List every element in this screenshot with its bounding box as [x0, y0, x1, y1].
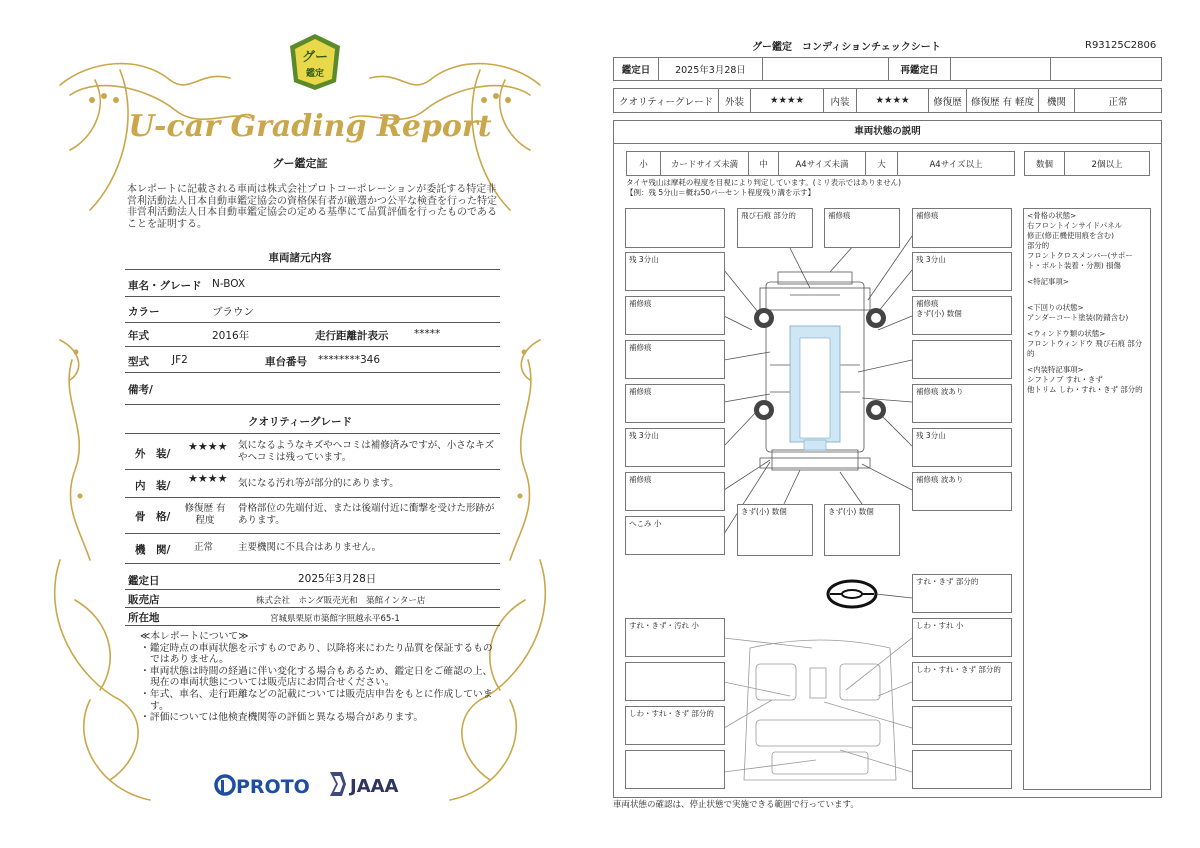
footer-note: 車両状態の確認は、停止状態で実施できる範囲で行っています。	[613, 800, 859, 810]
repair-value: 修復歴 有 軽度	[967, 89, 1039, 113]
condition-box-top-mid2: 補修痕	[824, 208, 900, 248]
divider	[125, 589, 500, 590]
interior-box-left-4	[625, 750, 725, 789]
interior-box-left-1: すれ・きず・汚れ 小	[625, 618, 725, 657]
condition-box-bottom-mid2: きず(小) 数個	[824, 504, 900, 556]
address-label: 所在地	[128, 612, 160, 624]
condition-box-top-left	[625, 208, 725, 248]
logo-text-top: グー	[301, 50, 329, 65]
jaaa-logo	[328, 768, 408, 800]
interior-box-right-1: すれ・きず 部分的	[912, 574, 1012, 613]
divider	[125, 296, 500, 297]
proto-logo	[214, 772, 324, 798]
condition-box-left-5: 残 3分山	[625, 428, 725, 467]
report-notes	[140, 631, 500, 724]
interior-box-left-2	[625, 662, 725, 701]
note-item: ・車両状態は時間の経過に伴い変化する場合もあるため、鑑定日をご確認の上、現在の車両状態については販売店にお問合せください。	[140, 665, 493, 689]
divider	[125, 433, 500, 434]
divider	[125, 372, 500, 373]
divider	[125, 533, 500, 534]
car-name-label: 車名・グレード	[128, 280, 202, 292]
interior-box-right-2: しわ・すれ 小	[912, 618, 1012, 657]
condition-box-left-7: へこみ 小	[625, 516, 725, 555]
condition-box-left-6: 補修痕	[625, 472, 725, 511]
certificate-title: グー鑑定証	[272, 157, 328, 170]
divider	[125, 563, 500, 564]
proto-logo-text: PROTO	[236, 776, 310, 798]
condition-box-bottom-mid1: きず(小) 数個	[737, 504, 813, 556]
side-note-line: <ウィンドウ類の状態>	[1027, 329, 1106, 338]
int-value: ★★★★	[857, 89, 929, 113]
side-note-line: <下回りの状態>	[1027, 303, 1084, 312]
interior-box-right-4	[912, 706, 1012, 745]
note-item: ・鑑定時点の車両状態を示すものであり、以降将来にわたり品質を保証するものではありません。	[140, 642, 493, 666]
divider	[125, 469, 500, 470]
note-item: ・評価については他検査機関等の評価と異なる場合があります。	[140, 712, 424, 724]
divider	[125, 625, 500, 626]
report-title	[128, 100, 492, 150]
tire-note-line: 【例：残 5分山＝概ね50パーセント程度残り溝を示す】	[626, 188, 816, 197]
legend-count-desc: 2個以上	[1065, 152, 1150, 176]
side-note-line: シフトノブ すれ・きず	[1027, 375, 1103, 384]
chassis-value: ********346	[318, 354, 381, 366]
tire-note-line: タイヤ残山は摩耗の程度を目視により判定しています。(ミリ表示ではありません)	[626, 178, 902, 187]
remarks-label: 備考/	[128, 384, 153, 396]
legend-small: 小	[627, 152, 661, 176]
legend-count: 数個	[1025, 152, 1065, 176]
side-note-line: <内装特記事項>	[1027, 365, 1084, 374]
jaaa-logo-text: JAAA	[350, 776, 399, 797]
legend-large-desc: A4サイズ以上	[898, 152, 1015, 176]
int-label: 内装	[824, 89, 857, 113]
condition-box-top-right: 補修痕	[912, 208, 1012, 248]
engine-desc: 主要機関に不具合はありません。	[238, 542, 382, 553]
divider	[125, 269, 500, 270]
side-note-line: アンダーコート塗装(防錆含む)	[1027, 313, 1129, 322]
divider	[125, 322, 500, 323]
side-note-line: <骨格の状態>	[1027, 211, 1077, 220]
engine-value: 正常	[194, 542, 214, 553]
legend-large: 大	[866, 152, 898, 176]
certificate-intro: 本レポートに記載される車両は株式会社プロトコーポレーションが委託する特定非営利活動法人日本自動車鑑定協会の資格保有者が厳選かつ公平な検査を行った特定非営利活動法人日本自動車鑑定協会の定める基準にて品質評価を行ったものであることを証明する。	[127, 184, 497, 230]
report-title-text: U-car Grading Report	[128, 109, 492, 144]
frame-desc: 骨格部位の先端付近、または後端付近に衝撃を受けた形跡があります。	[238, 503, 495, 526]
quality-section-title: クオリティーグレード	[248, 416, 352, 428]
condition-box-top-mid1: 飛び石痕 部分的	[737, 208, 813, 248]
spacer	[1027, 287, 1147, 303]
condition-box-right-5: 残 3分山	[912, 428, 1012, 467]
sheet-id: R93125C2806	[1085, 40, 1157, 51]
shop-value: 株式会社 ホンダ販売光和 築館インター店	[256, 596, 426, 606]
divider	[125, 607, 500, 608]
side-note-line: フロントクロスメンバー(サポート・ボルト装着・分割) 損傷	[1027, 251, 1133, 270]
spec-section-title: 車両諸元内容	[268, 252, 332, 264]
model-label: 型式	[128, 356, 149, 368]
engine-value: 正常	[1075, 89, 1162, 113]
condition-check-sheet	[600, 0, 1200, 848]
frame-value: 修復歴 有 程度	[184, 503, 226, 526]
steering-wheel-icon	[828, 581, 876, 607]
interior-box-left-3: しわ・すれ・きず 部分的	[625, 706, 725, 745]
interior-box-right-5	[912, 750, 1012, 789]
engine-label: 機 関/	[135, 544, 171, 556]
interior-diagram	[724, 638, 912, 780]
repair-label: 修復歴	[929, 89, 967, 113]
side-note-line: <特記事項>	[1027, 277, 1069, 286]
year-label: 年式	[128, 330, 149, 342]
exterior-stars: ★★★★	[188, 440, 228, 453]
interior-stars: ★★★★	[188, 472, 228, 485]
sheet-title: グー鑑定 コンディションチェックシート	[752, 42, 941, 53]
shop-label: 販売店	[128, 594, 160, 606]
address-value: 宮城県栗原市築館字照越永平65-1	[270, 614, 400, 624]
ext-value: ★★★★	[751, 89, 824, 113]
exterior-desc: 気になるようなキズやヘコミは補修済みですが、小さなキズやヘコミは残っています。	[238, 440, 495, 463]
interior-desc: 気になる汚れ等が部分的にあります。	[238, 478, 399, 489]
interior-label: 内 装/	[135, 480, 171, 492]
condition-box-left-1: 残 3分山	[625, 252, 725, 291]
condition-box-right-1: 残 3分山	[912, 252, 1012, 291]
special-notes-panel	[1023, 208, 1151, 790]
rear-glass	[804, 440, 826, 450]
inspection-date-label: 鑑定日	[128, 575, 160, 587]
condition-desc-title: 車両状態の説明	[613, 120, 1162, 144]
ext-label: 外装	[719, 89, 751, 113]
side-note-line: 部分的	[1027, 241, 1050, 250]
inspection-date-value: 2025年3月28日	[298, 573, 377, 585]
side-note-line: 他トリム しわ・すれ・きず 部分的	[1027, 385, 1143, 394]
side-note-line: 右フロントインサイドパネル	[1027, 221, 1123, 230]
notes-title: ≪本レポートについて≫	[140, 631, 249, 642]
condition-box-left-4: 補修痕	[625, 384, 725, 423]
note-item: ・年式、車名、走行距離などの記載については販売店申告をもとに作成しています。	[140, 688, 493, 712]
date-value: 2025年3月28日	[659, 58, 763, 81]
exterior-label: 外 装/	[135, 448, 171, 460]
date-label: 鑑定日	[614, 58, 659, 81]
condition-box-right-6: 補修痕 波あり	[912, 472, 1012, 511]
divider	[125, 346, 500, 347]
logo-text-bottom: 鑑定	[305, 69, 325, 79]
goo-kantei-logo	[286, 32, 344, 92]
frame-label: 骨 格/	[135, 511, 171, 523]
year-value: 2016年	[212, 330, 250, 342]
side-note-line: フロントウィンドウ 飛び石痕 部分的	[1027, 339, 1143, 358]
interior-box-right-3: しわ・すれ・きず 部分的	[912, 662, 1012, 701]
divider	[125, 497, 500, 498]
color-value: ブラウン	[212, 306, 254, 318]
mileage-label: 走行距離計表示	[315, 330, 389, 342]
chassis-label: 車台番号	[265, 356, 307, 368]
legend-small-desc: カードサイズ未満	[661, 152, 749, 176]
car-roof	[800, 338, 830, 438]
condition-box-right-3	[912, 340, 1012, 379]
model-value: JF2	[172, 354, 188, 366]
condition-box-right-4: 補修痕 波あり	[912, 384, 1012, 423]
redate-label: 再鑑定日	[889, 58, 951, 81]
legend-mid: 中	[749, 152, 779, 176]
legend-mid-desc: A4サイズ未満	[779, 152, 866, 176]
mileage-value: *****	[414, 328, 441, 340]
car-name-value: N-BOX	[212, 278, 246, 290]
grade-label: クオリティーグレード	[614, 89, 719, 113]
side-note-line: 修正(修正機使用痕を含む)	[1027, 231, 1115, 240]
condition-box-left-2: 補修痕	[625, 296, 725, 335]
divider	[125, 404, 500, 405]
engine-label: 機関	[1039, 89, 1075, 113]
color-label: カラー	[128, 306, 160, 318]
condition-box-left-3: 補修痕	[625, 340, 725, 379]
condition-box-right-2: 補修痕 きず(小) 数個	[912, 296, 1012, 335]
